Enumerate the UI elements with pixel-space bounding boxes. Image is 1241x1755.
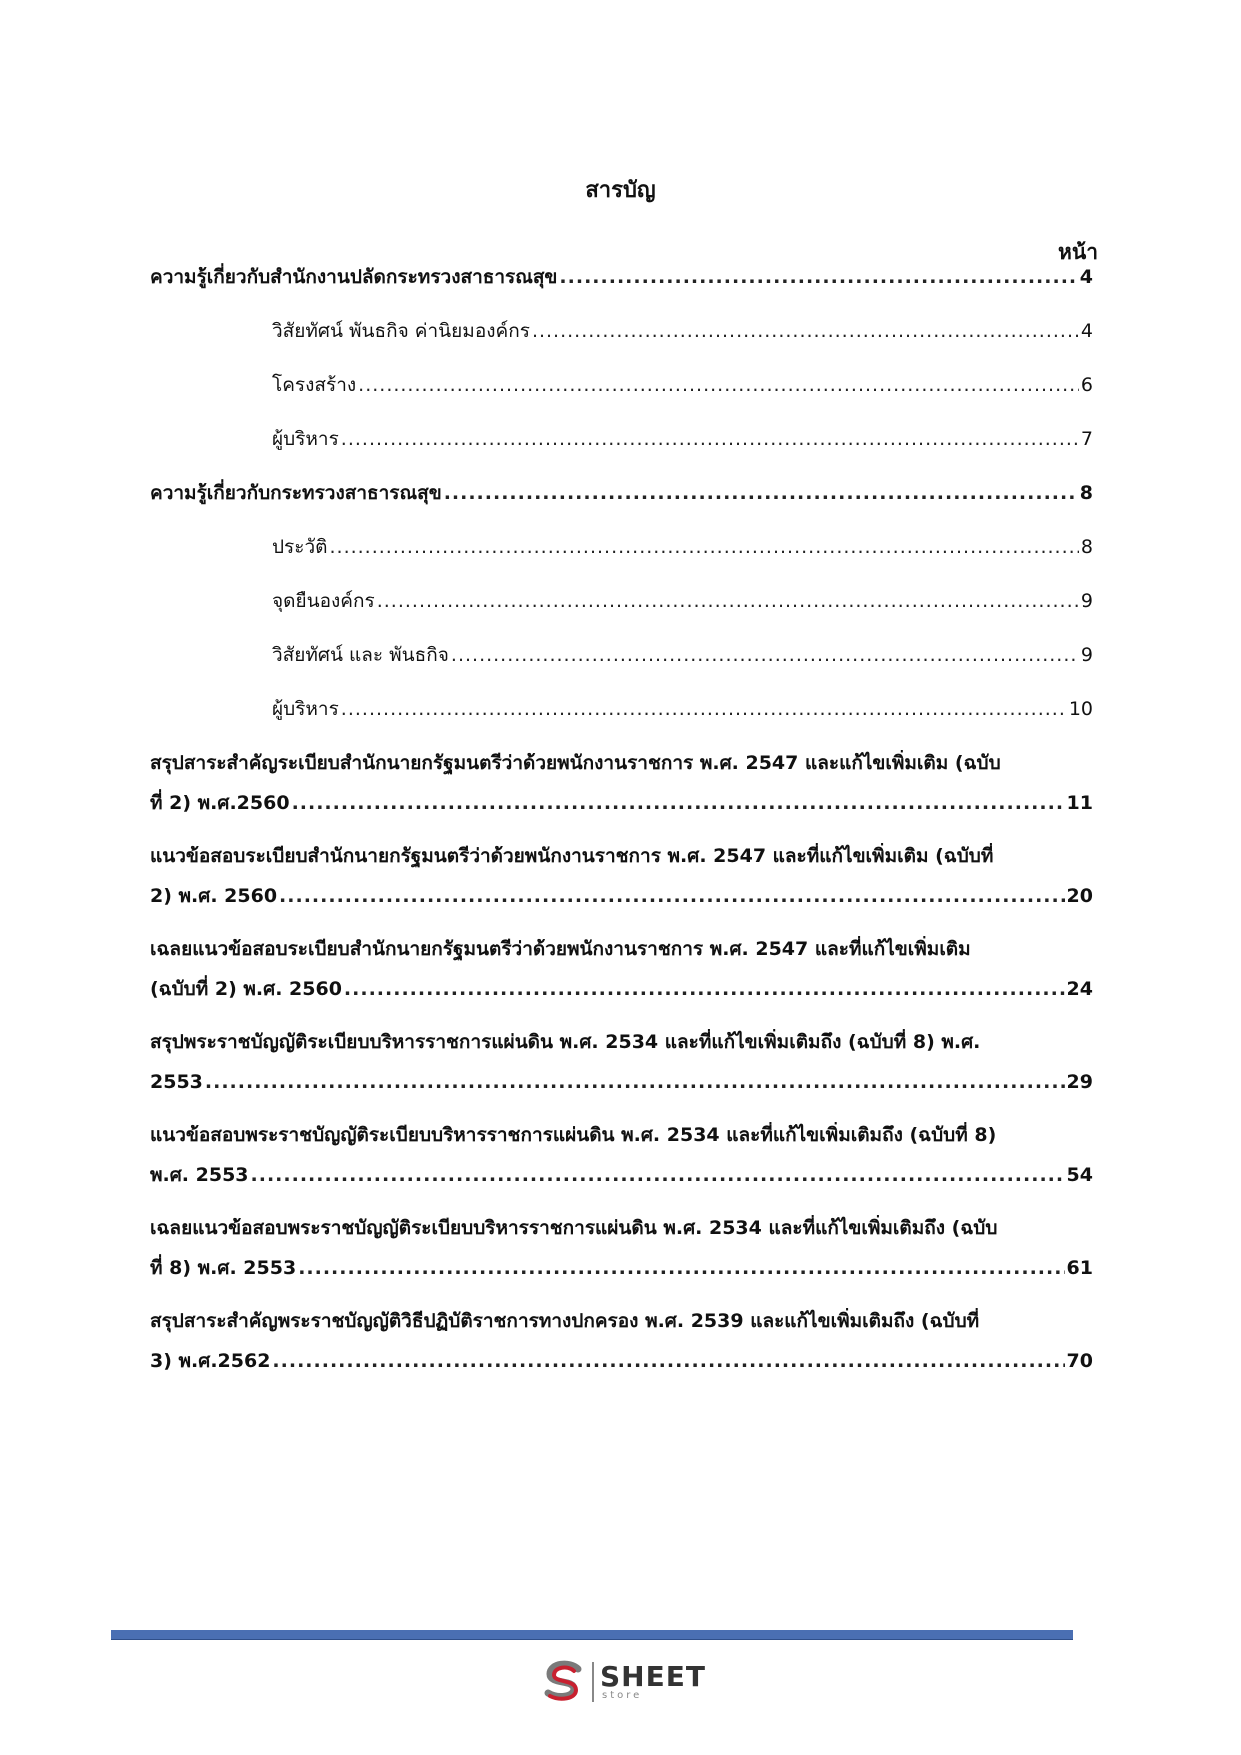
dot-leader — [279, 883, 1065, 909]
toc-entry[interactable] — [272, 372, 1093, 398]
toc-entry-page: 8 — [1079, 482, 1093, 504]
toc-entry-page: 9 — [1080, 590, 1093, 612]
dot-leader — [532, 318, 1079, 344]
toc-entry-title: ที่ 2) พ.ศ.2560 — [150, 792, 290, 814]
toc-entry[interactable] — [150, 264, 1093, 290]
toc-entry-page: 24 — [1066, 978, 1093, 1000]
toc-entry-first-line[interactable]: แนวข้อสอบพระราชบัญญัติระเบียบบริหารราชการแผ่นดิน พ.ศ. 2534 และที่แก้ไขเพิ่มเติมถึง (ฉบับที่ 8) — [150, 1124, 997, 1146]
toc-entry-first-line[interactable]: เฉลยแนวข้อสอบระเบียบสำนักนายกรัฐมนตรีว่าด้วยพนักงานราชการ พ.ศ. 2547 และที่แก้ไขเพิ่มเติม — [150, 938, 971, 960]
toc-entry-title: ที่ 8) พ.ศ. 2553 — [150, 1257, 297, 1279]
toc-entry-page: 61 — [1066, 1257, 1093, 1279]
page-title: สารบัญ — [585, 178, 656, 203]
toc-entry-page: 29 — [1066, 1071, 1093, 1093]
toc-entry[interactable] — [150, 1348, 1093, 1374]
toc-entry-title: โครงสร้าง — [272, 374, 357, 396]
toc-entry-page: 10 — [1068, 698, 1093, 720]
toc-entry-page: 4 — [1079, 266, 1093, 288]
toc-entry-title: ความรู้เกี่ยวกับกระทรวงสาธารณสุข — [150, 482, 442, 504]
dot-leader — [444, 480, 1078, 506]
dot-leader — [298, 1255, 1064, 1281]
logo-brand-text: SHEET — [600, 1659, 706, 1693]
toc-entry-title: (ฉบับที่ 2) พ.ศ. 2560 — [150, 978, 342, 1000]
toc-entry-title: ผู้บริหาร — [272, 428, 339, 450]
toc-entry-page: 20 — [1066, 885, 1093, 907]
toc-entry-page: 54 — [1066, 1164, 1093, 1186]
toc-entry-page: 11 — [1066, 792, 1093, 814]
toc-entry-title: วิสัยทัศน์ พันธกิจ ค่านิยมองค์กร — [272, 320, 530, 342]
logo-sub-text: store — [602, 1689, 643, 1701]
toc-entry[interactable] — [150, 1069, 1093, 1095]
dot-leader — [559, 264, 1077, 290]
dot-leader — [341, 426, 1079, 452]
toc-entry-page: 6 — [1080, 374, 1093, 396]
dot-leader — [344, 976, 1065, 1002]
dot-leader — [451, 642, 1079, 668]
dot-leader — [341, 696, 1067, 722]
dot-leader — [358, 372, 1079, 398]
toc-entry-page: 8 — [1080, 536, 1093, 558]
toc-entry-title: ประวัติ — [272, 536, 328, 558]
toc-entry[interactable] — [150, 480, 1093, 506]
toc-entry-first-line[interactable]: สรุปสาระสำคัญพระราชบัญญัติวิธีปฏิบัติราชการทางปกครอง พ.ศ. 2539 และแก้ไขเพิ่มเติมถึง (ฉบับที่ — [150, 1310, 980, 1332]
logo-wordmark — [594, 1659, 706, 1701]
toc-entry-first-line[interactable]: แนวข้อสอบระเบียบสำนักนายกรัฐมนตรีว่าด้วยพนักงานราชการ พ.ศ. 2547 และที่แก้ไขเพิ่มเติม (ฉบับที่ — [150, 845, 994, 867]
toc-entry-page: 7 — [1080, 428, 1093, 450]
footer-logo — [540, 1657, 710, 1707]
dot-leader — [329, 534, 1078, 560]
toc-entry[interactable] — [272, 318, 1093, 344]
toc-entry-page: 9 — [1080, 644, 1093, 666]
toc-entry-title: พ.ศ. 2553 — [150, 1164, 249, 1186]
dot-leader — [251, 1162, 1065, 1188]
toc-entry[interactable] — [150, 1255, 1093, 1281]
toc-entry-page: 70 — [1066, 1350, 1093, 1372]
footer-rule — [111, 1630, 1073, 1640]
dot-leader — [377, 588, 1079, 614]
dot-leader — [272, 1348, 1064, 1374]
toc-entry-page: 4 — [1080, 320, 1093, 342]
toc-entry[interactable] — [272, 426, 1093, 452]
toc-entry-first-line[interactable]: เฉลยแนวข้อสอบพระราชบัญญัติระเบียบบริหารราชการแผ่นดิน พ.ศ. 2534 และที่แก้ไขเพิ่มเติมถึง (ฉบับ — [150, 1217, 998, 1239]
toc-entry-title: 3) พ.ศ.2562 — [150, 1350, 271, 1372]
toc-entry-title: จุดยืนองค์กร — [272, 590, 375, 612]
toc-entry[interactable] — [272, 588, 1093, 614]
page-column-heading: หน้า — [1058, 240, 1098, 264]
toc-entry-title: ความรู้เกี่ยวกับสำนักงานปลัดกระทรวงสาธารณสุข — [150, 266, 558, 288]
dot-leader — [292, 790, 1065, 816]
toc-entry[interactable] — [150, 790, 1093, 816]
toc-entry[interactable] — [150, 1162, 1093, 1188]
s-logo-icon — [540, 1659, 586, 1705]
toc-entry[interactable] — [150, 976, 1093, 1002]
toc-entry-title: 2) พ.ศ. 2560 — [150, 885, 278, 907]
dot-leader — [205, 1069, 1065, 1095]
toc-entry[interactable] — [150, 883, 1093, 909]
toc-entry[interactable] — [272, 696, 1093, 722]
toc-entry-title: วิสัยทัศน์ และ พันธกิจ — [272, 644, 449, 666]
toc-entry-title: ผู้บริหาร — [272, 698, 339, 720]
toc-entry[interactable] — [272, 534, 1093, 560]
toc-entry[interactable] — [272, 642, 1093, 668]
toc-entry-title: 2553 — [150, 1071, 203, 1093]
toc-entry-first-line[interactable]: สรุปสาระสำคัญระเบียบสำนักนายกรัฐมนตรีว่าด้วยพนักงานราชการ พ.ศ. 2547 และแก้ไขเพิ่มเติม (ฉบับ — [150, 752, 1001, 774]
toc-entry-first-line[interactable]: สรุปพระราชบัญญัติระเบียบบริหารราชการแผ่นดิน พ.ศ. 2534 และที่แก้ไขเพิ่มเติมถึง (ฉบับที่ 8) พ.ศ. — [150, 1031, 981, 1053]
